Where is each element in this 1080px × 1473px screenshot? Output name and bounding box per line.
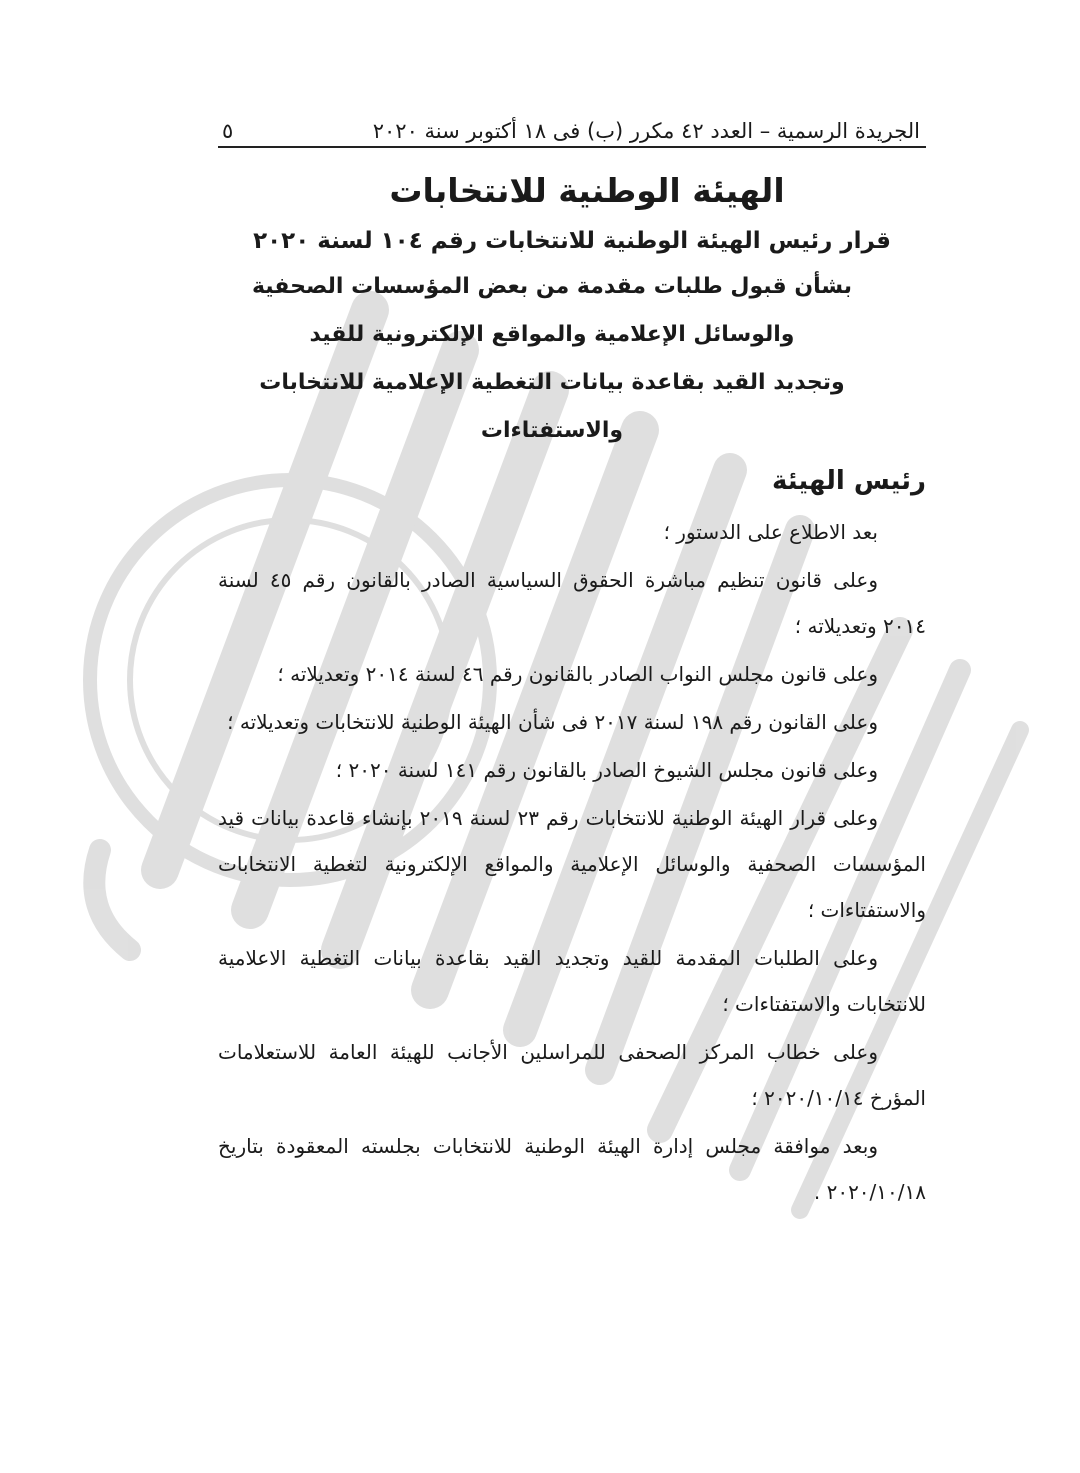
preamble	[218, 509, 926, 1215]
preamble-paragraph: بعد الاطلاع على الدستور ؛	[663, 519, 878, 544]
running-header	[218, 108, 926, 148]
subject-line: وتجديد القيد بقاعدة بيانات التغطية الإعلامية للانتخابات والاستفتاءات	[259, 369, 845, 443]
preamble-paragraph: وعلى قرار الهيئة الوطنية للانتخابات رقم ٢٣ لسنة ٢٠١٩ بإنشاء قاعدة بيانات قيد المؤسسات الصحفية والوسائل الإعلامية والمواقع الإلكترونية لتغطية الانتخابات والاستفتاءات ؛	[218, 805, 926, 922]
authority-title: الهيئة الوطنية للانتخابات	[389, 171, 785, 210]
preamble-paragraph: وبعد موافقة مجلس إدارة الهيئة الوطنية للانتخابات بجلسته المعقودة بتاريخ ٢٠٢٠/١٠/١٨ .	[218, 1133, 926, 1204]
document-page	[218, 108, 926, 1217]
issuer-heading: رئيس الهيئة	[772, 465, 926, 496]
decision-subject	[218, 263, 926, 455]
preamble-paragraph: وعلى قانون مجلس النواب الصادر بالقانون رقم ٤٦ لسنة ٢٠١٤ وتعديلاته ؛	[277, 661, 878, 686]
preamble-paragraph: وعلى قانون مجلس الشيوخ الصادر بالقانون رقم ١٤١ لسنة ٢٠٢٠ ؛	[335, 757, 878, 782]
decision-title: قرار رئيس الهيئة الوطنية للانتخابات رقم ١٠٤ لسنة ٢٠٢٠	[253, 227, 891, 254]
running-title: الجريدة الرسمية – العدد ٤٢ مكرر (ب) فى ١٨ أكتوبر سنة ٢٠٢٠	[372, 118, 920, 143]
preamble-paragraph: وعلى قانون تنظيم مباشرة الحقوق السياسية الصادر بالقانون رقم ٤٥ لسنة ٢٠١٤ وتعديلاته ؛	[218, 567, 926, 638]
preamble-paragraph: وعلى القانون رقم ١٩٨ لسنة ٢٠١٧ فى شأن الهيئة الوطنية للانتخابات وتعديلاته ؛	[227, 709, 878, 734]
preamble-paragraph: وعلى خطاب المركز الصحفى للمراسلين الأجانب للهيئة العامة للاستعلامات المؤرخ ٢٠٢٠/١٠/١٤ ؛	[218, 1039, 926, 1110]
subject-line: والوسائل الإعلامية والمواقع الإلكترونية للقيد	[309, 321, 795, 347]
preamble-paragraph: وعلى الطلبات المقدمة للقيد وتجديد القيد بقاعدة بيانات التغطية الاعلامية للانتخابات والاستفتاءات ؛	[218, 945, 926, 1016]
page-number: ٥	[222, 118, 234, 143]
subject-line: بشأن قبول طلبات مقدمة من بعض المؤسسات الصحفية	[251, 273, 853, 299]
